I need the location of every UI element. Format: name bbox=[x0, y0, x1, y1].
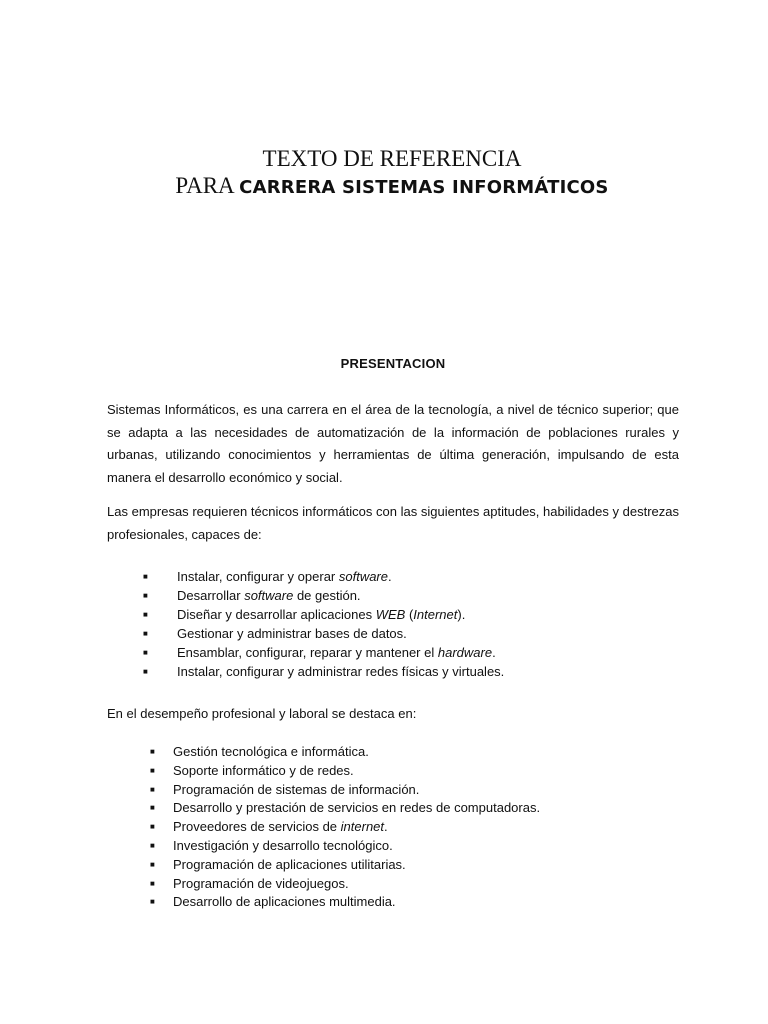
list-item-text: Proveedores de servicios de bbox=[173, 819, 341, 835]
list-item-text: Programación de videojuegos. bbox=[173, 875, 349, 891]
list-item bbox=[150, 762, 540, 781]
list-item-text: Programación de aplicaciones utilitarias. bbox=[173, 856, 406, 872]
list-item-emphasis: software bbox=[244, 588, 294, 603]
list-item-text-end: . bbox=[384, 819, 388, 835]
list-item bbox=[150, 818, 540, 837]
bullet-icon bbox=[150, 781, 173, 800]
list-item-text: Investigación y desarrollo tecnológico. bbox=[173, 837, 393, 853]
list-item-text: Diseñar y desarrollar aplicaciones bbox=[177, 607, 376, 622]
list-item-text-mid: ( bbox=[405, 607, 414, 622]
title-line-2-prefix: PARA bbox=[175, 173, 240, 198]
title-line-2-bold: CARRERA SISTEMAS INFORMÁTICOS bbox=[239, 177, 609, 198]
bullet-icon bbox=[143, 605, 177, 624]
bullet-icon bbox=[143, 643, 177, 662]
list-item-text: Ensamblar, configurar, reparar y mantener el bbox=[177, 645, 438, 660]
bullet-icon bbox=[150, 743, 173, 762]
list-item bbox=[150, 893, 540, 912]
bullet-icon bbox=[143, 567, 177, 586]
list-item bbox=[143, 624, 504, 643]
list-item bbox=[143, 643, 504, 662]
section-heading: PRESENTACION bbox=[340, 356, 446, 371]
bullet-icon bbox=[143, 624, 177, 643]
bullet-icon bbox=[150, 893, 173, 912]
bullet-icon bbox=[143, 586, 177, 605]
list-item-text-end: ). bbox=[457, 607, 466, 622]
intro-paragraph: Sistemas Informáticos, es una carrera en el área de la tecnología, a nivel de técnico superior; que se adapta a las necesidades de automatización de la información de poblaciones rurales y urbanas, utilizando conocimientos y herramientas de última generación, impulsando de esta manera el desarrollo económico y social. bbox=[107, 402, 679, 485]
list-item bbox=[150, 837, 540, 856]
list-item-emphasis: WEB bbox=[375, 607, 406, 622]
list-item-text: Desarrollo de aplicaciones multimedia. bbox=[173, 894, 396, 910]
list-item-emphasis: internet bbox=[340, 819, 385, 835]
bullet-icon bbox=[143, 662, 177, 681]
list-item bbox=[143, 605, 504, 624]
list-item-text: Desarrollo y prestación de servicios en redes de computadoras. bbox=[173, 800, 541, 816]
list-item bbox=[150, 875, 540, 894]
list-item-text-end: de gestión. bbox=[293, 588, 361, 603]
list-item-text: Programación de sistemas de información. bbox=[173, 781, 420, 797]
list-item bbox=[150, 743, 540, 762]
bullet-icon bbox=[150, 818, 173, 837]
list-item-emphasis: hardware bbox=[437, 645, 493, 660]
title-line-2 bbox=[0, 172, 768, 201]
bullet-icon bbox=[150, 799, 173, 818]
list-item-text: Gestión tecnológica e informática. bbox=[173, 744, 369, 759]
list-item-text-end: . bbox=[388, 569, 392, 584]
list-item bbox=[150, 781, 540, 800]
list-item-text: Instalar, configurar y administrar redes físicas y virtuales. bbox=[177, 664, 505, 679]
desempeno-paragraph: En el desempeño profesional y laboral se destaca en: bbox=[107, 706, 417, 721]
list-item bbox=[143, 586, 504, 605]
list-item-text: Instalar, configurar y operar bbox=[177, 569, 339, 584]
bullet-icon bbox=[150, 762, 173, 781]
title-line-1-text: TEXTO DE REFERENCIA bbox=[262, 146, 522, 171]
bullet-icon bbox=[150, 837, 173, 856]
aptitudes-list bbox=[143, 567, 504, 681]
list-item-text: Soporte informático y de redes. bbox=[173, 762, 354, 778]
list-item bbox=[143, 662, 504, 681]
list-item-text: Gestionar y administrar bases de datos. bbox=[177, 626, 407, 641]
list-item bbox=[143, 567, 504, 586]
list-item-emphasis-2: Internet bbox=[413, 607, 458, 622]
document-title bbox=[0, 145, 768, 201]
list-item-emphasis: software bbox=[338, 569, 388, 584]
list-item bbox=[150, 799, 540, 818]
list-item bbox=[150, 856, 540, 875]
bullet-icon bbox=[150, 856, 173, 875]
list-item-text-end: . bbox=[492, 645, 496, 660]
bullet-icon bbox=[150, 875, 173, 894]
empresas-paragraph: Las empresas requieren técnicos informáticos con las siguientes aptitudes, habilidades y destrezas profesionales, capaces de: bbox=[107, 504, 679, 542]
list-item-text: Desarrollar bbox=[177, 588, 245, 603]
campos-list bbox=[150, 743, 540, 912]
title-line-1 bbox=[0, 145, 768, 172]
